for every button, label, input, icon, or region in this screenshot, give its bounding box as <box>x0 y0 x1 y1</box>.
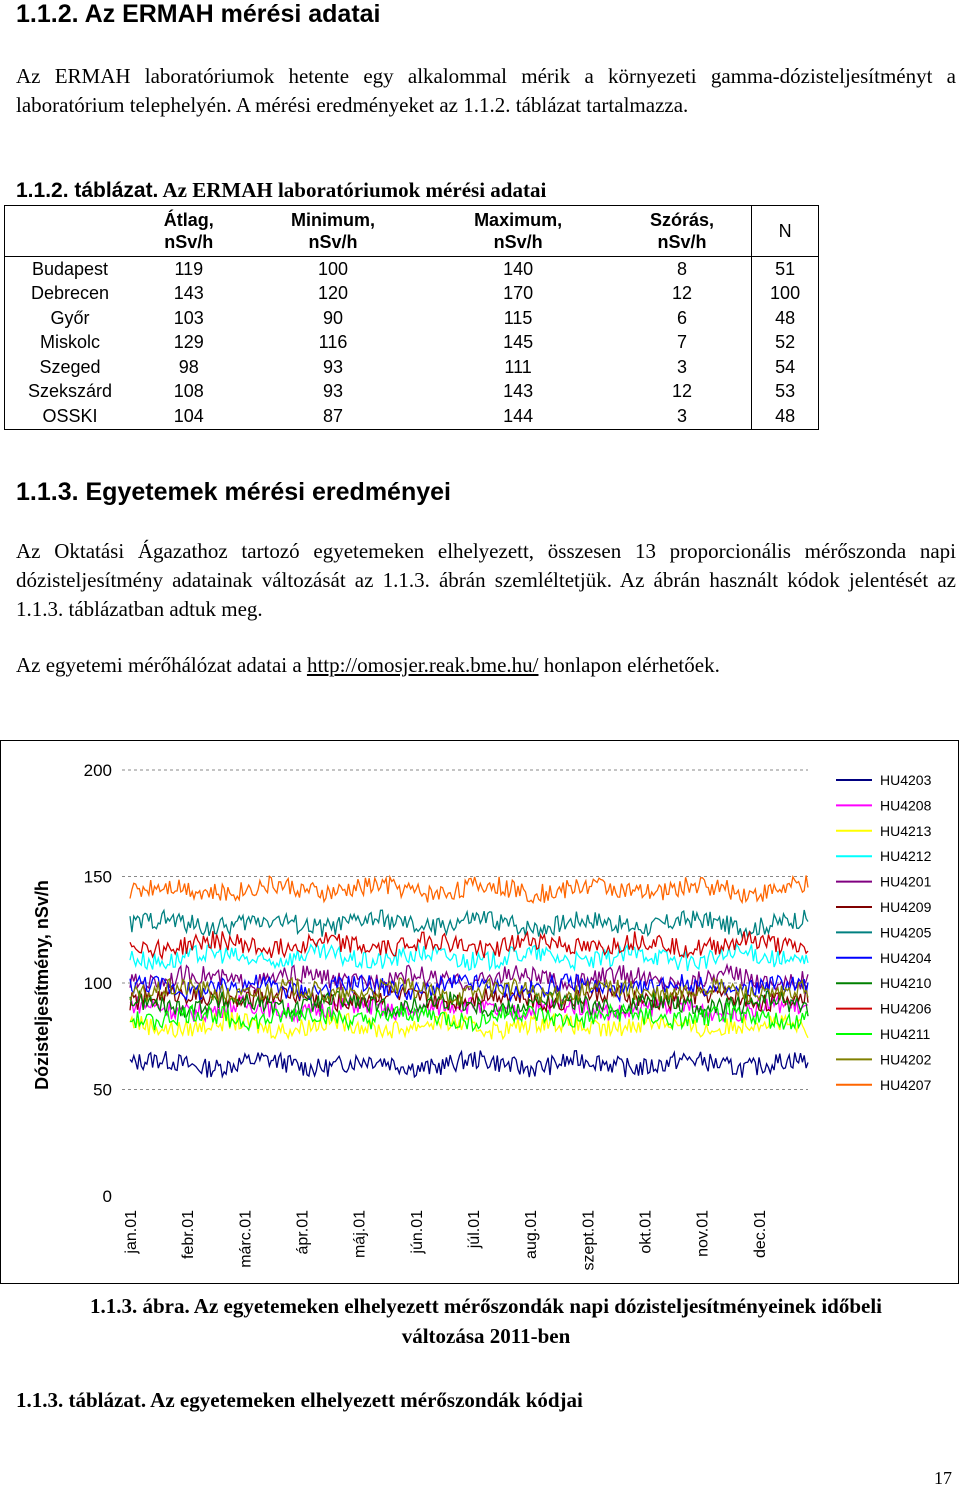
table-caption-text: Az ERMAH laboratóriumok mérési adatai <box>158 178 547 202</box>
table-cell: 120 <box>317 283 349 304</box>
chart-legend-label: HU4206 <box>880 1000 932 1017</box>
table-cell: 52 <box>752 331 819 356</box>
section-heading-ermah: 1.1.2. Az ERMAH mérési adatai <box>16 0 381 28</box>
dose-rate-line-chart <box>0 740 960 1285</box>
table-cell: 104 <box>173 405 204 426</box>
chart-x-tick-label: febr.01 <box>180 1210 198 1259</box>
table-row <box>5 306 819 331</box>
table-caption-ermah <box>16 178 546 203</box>
table-caption-number: 1.1.2. táblázat. <box>16 179 159 202</box>
table-body <box>5 257 819 430</box>
chart-legend-label: HU4203 <box>880 772 932 788</box>
chart-x-tick-label: aug.01 <box>523 1210 541 1259</box>
paragraph-ermah: Az ERMAH laboratóriumok hetente egy alkalommal mérik a környezeti gamma-dózisteljesítményt a laboratórium telephelyén. A mérési eredményeket az 1.1.2. táblázat tartalmazza. <box>16 64 956 117</box>
table-row <box>5 331 819 356</box>
table-cell: 12 <box>671 283 692 304</box>
chart-y-tick-label: 100 <box>83 974 112 993</box>
chart-legend-label: HU4213 <box>880 822 932 839</box>
table-cell: 87 <box>322 405 344 426</box>
chart-legend-label: HU4212 <box>880 848 932 865</box>
table-cell: 119 <box>174 258 204 279</box>
chart-y-axis-label: Dózisteljesítmény, nSv/h <box>32 880 52 1090</box>
table-header-cell: N <box>752 206 819 257</box>
chart-x-tick-label: okt.01 <box>637 1210 655 1254</box>
chart-legend-label: HU4210 <box>880 975 932 992</box>
table-cell: 98 <box>178 356 199 377</box>
table-cell: 48 <box>752 404 819 429</box>
table-cell: 144 <box>503 405 534 426</box>
chart-x-tick-label: máj.01 <box>351 1210 369 1259</box>
table-header-row <box>5 206 819 257</box>
table-cell: 103 <box>173 307 204 328</box>
table-header-cell: Maximum, nSv/h <box>423 206 612 257</box>
chart-x-tick-label: ápr.01 <box>294 1210 312 1255</box>
table-cell: 116 <box>318 332 348 353</box>
table-cell: 115 <box>503 307 533 328</box>
chart-legend-label: HU4207 <box>880 1076 932 1093</box>
chart-legend-label: HU4208 <box>880 797 932 814</box>
table-row <box>5 380 819 405</box>
table-row-label: Győr <box>50 307 90 328</box>
table-cell: 100 <box>317 258 349 279</box>
chart-x-tick-label: szept.01 <box>580 1210 598 1271</box>
table-row <box>5 404 819 429</box>
chart-x-tick-label: jan.01 <box>123 1210 140 1254</box>
chart-x-tick-label: dec.01 <box>751 1210 769 1259</box>
table-row-label: Budapest <box>31 258 109 279</box>
omosjer-link[interactable]: http://omosjer.reak.bme.hu/ <box>306 653 539 677</box>
page-number: 17 <box>934 1468 952 1488</box>
table-cell: 53 <box>752 380 819 405</box>
chart-legend-label: HU4209 <box>880 899 932 915</box>
chart-y-tick-label: 150 <box>83 867 112 887</box>
table-row <box>5 355 819 380</box>
table-cell: 3 <box>676 405 687 426</box>
table-header-empty <box>5 206 136 257</box>
chart-legend-label: HU4211 <box>880 1026 931 1042</box>
link-suffix: honlapon elérhetőek. <box>538 653 720 677</box>
table-header-cell: Szórás, nSv/h <box>613 206 752 257</box>
table-header-cell: Átlag, nSv/h <box>135 206 243 257</box>
paragraph-link <box>16 651 956 680</box>
table-header-cell: Minimum, nSv/h <box>243 206 424 257</box>
figure-caption-line2: változása 2011-ben <box>401 1324 571 1348</box>
chart-y-tick-label: 200 <box>83 761 112 780</box>
table-row <box>5 257 819 282</box>
table-cell: 48 <box>752 306 819 331</box>
table-cell: 12 <box>671 381 692 402</box>
chart-x-tick-label: nov.01 <box>694 1210 712 1257</box>
table-cell: 108 <box>173 381 204 402</box>
table-row-label: Szekszárd <box>27 381 113 402</box>
table-cell: 51 <box>752 257 819 282</box>
chart-legend-label: HU4204 <box>880 949 932 966</box>
table-cell: 143 <box>173 283 204 304</box>
table-cell: 8 <box>676 258 687 279</box>
chart-legend-label: HU4201 <box>880 873 932 890</box>
table-cell: 6 <box>676 307 687 328</box>
table-cell: 145 <box>503 332 534 353</box>
table-cell: 170 <box>503 283 534 304</box>
chart-y-tick-label: 0 <box>102 1187 112 1206</box>
table-cell: 93 <box>322 381 344 402</box>
table-cell: 100 <box>752 282 819 307</box>
table-cell: 93 <box>322 356 344 377</box>
figure-caption-line1: 1.1.3. ábra. Az egyetemeken elhelyezett mérőszondák napi dózisteljesítményeinek időbeli <box>89 1294 883 1318</box>
chart-legend-label: HU4205 <box>880 924 932 941</box>
table-cell: 54 <box>752 355 819 380</box>
table-cell: 90 <box>322 307 344 328</box>
table-row-label: Miskolc <box>39 332 100 353</box>
section-heading-egyetemek: 1.1.3. Egyetemek mérési eredményei <box>16 478 451 506</box>
chart-legend-label: HU4202 <box>880 1051 932 1068</box>
chart-x-tick-label: júl.01 <box>466 1210 483 1249</box>
chart-x-tick-label: márc.01 <box>237 1210 255 1268</box>
ermah-data-table <box>4 205 819 430</box>
figure-caption <box>16 1291 956 1351</box>
chart-x-tick-label: jún.01 <box>408 1210 426 1254</box>
table-row-label: Debrecen <box>30 283 110 304</box>
table-row-label: OSSKI <box>42 405 98 426</box>
chart-y-tick-label: 50 <box>93 1080 112 1100</box>
table-row <box>5 282 819 307</box>
table-cell: 140 <box>503 258 534 279</box>
paragraph-egyetemek: Az Oktatási Ágazathoz tartozó egyetemeken elhelyezett, összesen 13 proporcionális mérőszonda napi dózisteljesítmény adatainak változását az 1.1.3. ábrán szemléltetjük. Az ábrán használt kódok jelentését az 1.1.3. táblázatban adtuk meg. <box>16 539 956 621</box>
table-cell: 143 <box>503 381 534 402</box>
table-caption-codes: 1.1.3. táblázat. Az egyetemeken elhelyezett mérőszondák kódjai <box>16 1388 583 1412</box>
table-cell: 3 <box>676 356 687 377</box>
table-row-label: Szeged <box>39 356 101 377</box>
table-cell: 111 <box>504 356 532 377</box>
table-cell: 129 <box>173 332 204 353</box>
link-prefix: Az egyetemi mérőhálózat adatai a <box>16 653 307 677</box>
table-cell: 7 <box>676 332 687 353</box>
